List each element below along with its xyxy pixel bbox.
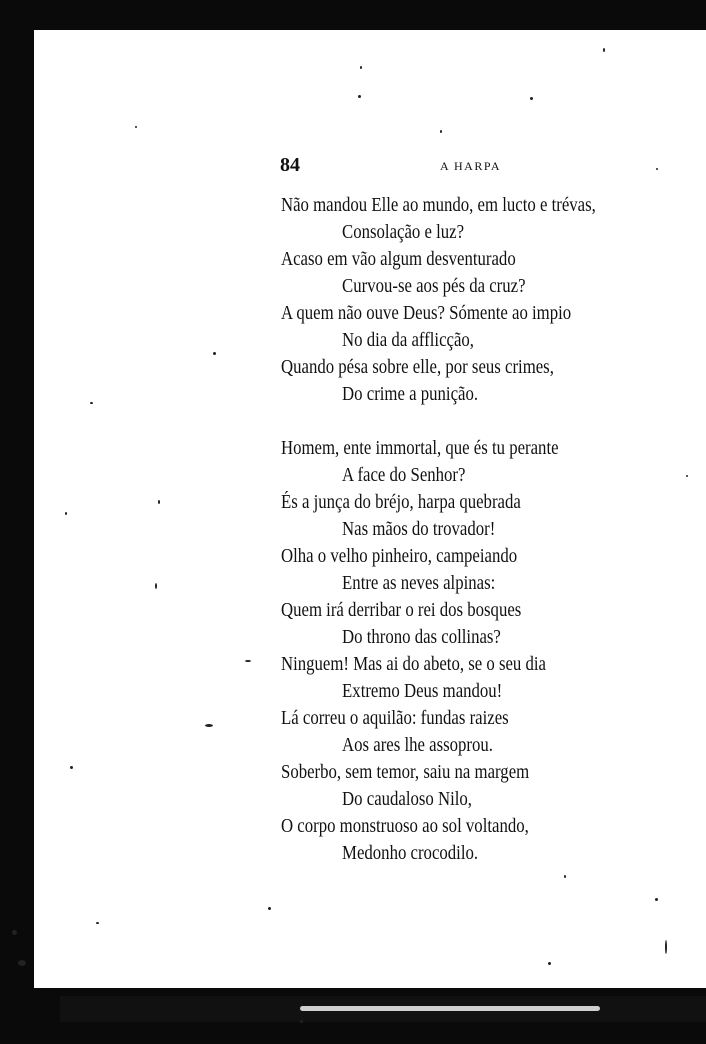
scan-speck bbox=[300, 1020, 303, 1023]
scan-speck bbox=[213, 352, 216, 355]
poem-stanza bbox=[281, 192, 701, 408]
poem-line: Do caudaloso Nilo, bbox=[342, 789, 473, 810]
scan-speck bbox=[155, 583, 157, 589]
poem-stanza bbox=[281, 435, 701, 867]
page-number: 84 bbox=[280, 154, 300, 176]
scan-speck bbox=[70, 766, 73, 769]
poem-line: És a junça do bréjo, harpa quebrada bbox=[281, 492, 521, 513]
scan-speck bbox=[656, 168, 658, 170]
scan-speck bbox=[686, 475, 688, 477]
poem-line: Aos ares lhe assoprou. bbox=[342, 735, 493, 756]
scan-speck bbox=[440, 130, 442, 133]
scan-speck bbox=[268, 907, 271, 910]
scan-speck bbox=[655, 898, 658, 901]
scan-speck bbox=[548, 962, 551, 965]
poem-line: O corpo monstruoso ao sol voltando, bbox=[281, 816, 529, 837]
poem-line: Nas mãos do trovador! bbox=[342, 519, 496, 540]
poem-line: Não mandou Elle ao mundo, em lucto e trévas, bbox=[281, 195, 596, 216]
scan-speck bbox=[564, 875, 566, 878]
scan-speck bbox=[603, 48, 605, 52]
poem-line: Do crime a punição. bbox=[342, 384, 479, 405]
poem-line: Entre as neves alpinas: bbox=[342, 573, 496, 594]
poem-line: A face do Senhor? bbox=[342, 465, 466, 486]
poem-line: A quem não ouve Deus? Sómente ao impio bbox=[281, 303, 572, 324]
poem-body bbox=[281, 192, 701, 867]
poem-line: Ninguem! Mas ai do abeto, se o seu dia bbox=[281, 654, 547, 675]
poem-line: Extremo Deus mandou! bbox=[342, 681, 503, 702]
poem-line: Curvou-se aos pés da cruz? bbox=[342, 276, 526, 297]
scan-speck bbox=[90, 402, 93, 404]
poem-line: Consolação e luz? bbox=[342, 222, 465, 243]
scan-speck bbox=[18, 960, 26, 966]
scan-speck bbox=[360, 66, 362, 69]
scan-speck bbox=[245, 660, 251, 662]
scan-speck bbox=[12, 930, 17, 935]
scan-speck bbox=[205, 724, 213, 727]
scan-speck bbox=[96, 922, 99, 924]
scan-speck bbox=[158, 500, 160, 504]
poem-line: Quem irá derribar o rei dos bosques bbox=[281, 600, 522, 621]
scan-bottom-highlight bbox=[300, 1006, 600, 1011]
poem-line: Quando pésa sobre elle, por seus crimes, bbox=[281, 357, 554, 378]
poem-line: Lá correu o aquilão: fundas raizes bbox=[281, 708, 509, 729]
poem-line: Soberbo, sem temor, saiu na margem bbox=[281, 762, 530, 783]
poem-line: Olha o velho pinheiro, campeiando bbox=[281, 546, 518, 567]
scan-speck bbox=[65, 512, 67, 515]
scan-speck bbox=[135, 126, 137, 128]
poem-line: Homem, ente immortal, que és tu perante bbox=[281, 438, 559, 459]
poem-line: Medonho crocodilo. bbox=[342, 843, 479, 864]
scan-speck bbox=[358, 95, 361, 98]
scan-speck bbox=[665, 940, 667, 954]
page-header bbox=[280, 154, 660, 178]
poem-line: No dia da afflicção, bbox=[342, 330, 474, 351]
scan-speck bbox=[530, 97, 533, 100]
poem-line: Acaso em vão algum desventurado bbox=[281, 249, 516, 270]
running-title: A HARPA bbox=[440, 159, 502, 173]
poem-line: Do throno das collinas? bbox=[342, 627, 501, 648]
